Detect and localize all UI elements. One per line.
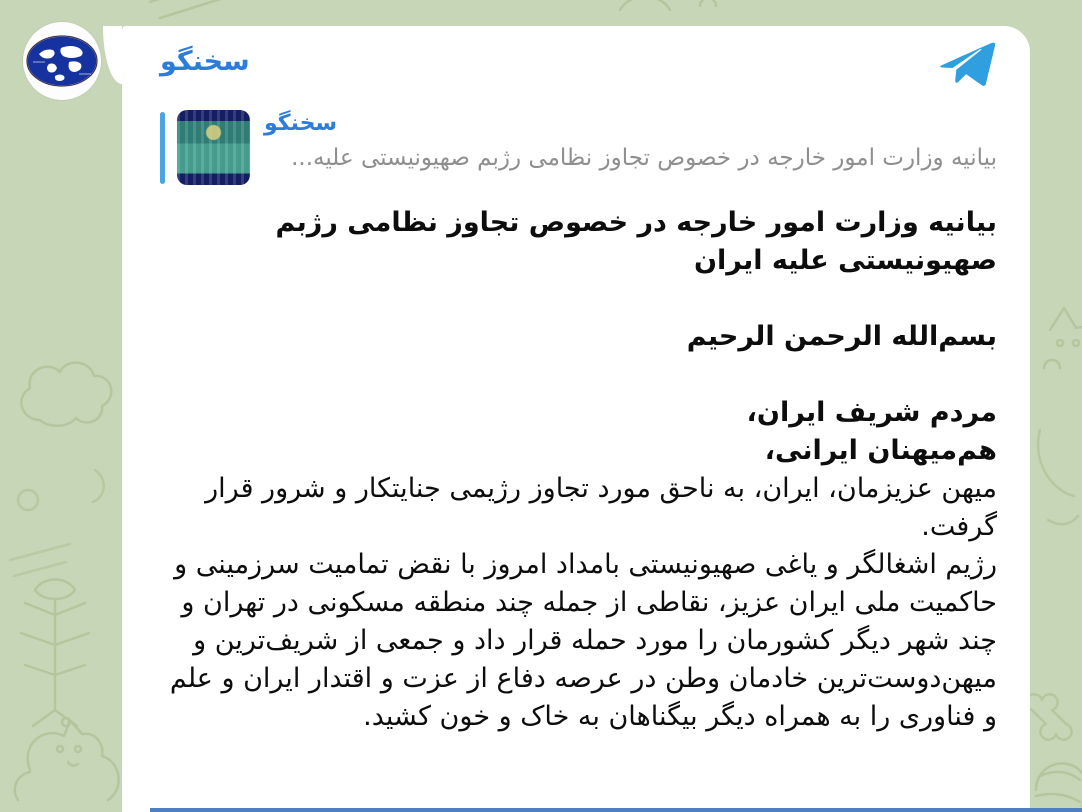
reply-channel-name[interactable]: سخنگو [264, 111, 338, 136]
reply-snippet-text: بیانیه وزارت امور خارجه در خصوص تجاوز نظامی رژبم صهیونیستی علیه... [291, 145, 997, 171]
bismillah-line: بسم‌الله الرحمن الرحیم [686, 321, 997, 352]
message-paragraph: میهن عزیزمان، ایران، به ناحق مورد تجاوز رژیمی جنایتکار و شرور قرار گرفت. [205, 473, 997, 542]
reply-thumbnail-image[interactable] [177, 110, 250, 185]
channel-avatar[interactable] [23, 22, 101, 100]
reply-preview-block[interactable] [160, 108, 997, 188]
message-card [122, 26, 1030, 812]
telegram-icon[interactable] [939, 38, 995, 90]
message-title: بیانیه وزارت امور خارجه در خصوص تجاوز نظامی رژبم صهیونیستی علیه ایران [275, 207, 997, 276]
message-body [160, 204, 997, 736]
reply-texts [264, 108, 997, 188]
reply-accent-bar [160, 112, 165, 184]
message-paragraph: رژیم اشغالگر و یاغی صهیونیستی بامداد امروز با نقض تمامیت سرزمینی و حاکمیت ملی ایران عزیز، نقاطی از جمله چند منطقه مسکونی در تهران و چند شهر دیگر کشورمان را مورد حمله قرار داد و جمعی از شریف‌ترین و میهن‌دوست‌ترین خادمان وطن در عرصه دفاع از عزت و اقتدار ایران و علم و فناوری را به همراه دیگر بیگناهان به خاک و خون کشید. [169, 549, 997, 732]
globe-world-map-icon [25, 24, 99, 98]
card-header [160, 26, 997, 94]
salutation-line-1: مردم شریف ایران، [746, 397, 997, 428]
next-element-edge [150, 808, 1082, 812]
channel-title-link[interactable]: سخنگو [160, 46, 250, 77]
salutation-lines [160, 394, 997, 470]
salutation-line-2: هم‌میهنان ایرانی، [764, 435, 997, 466]
